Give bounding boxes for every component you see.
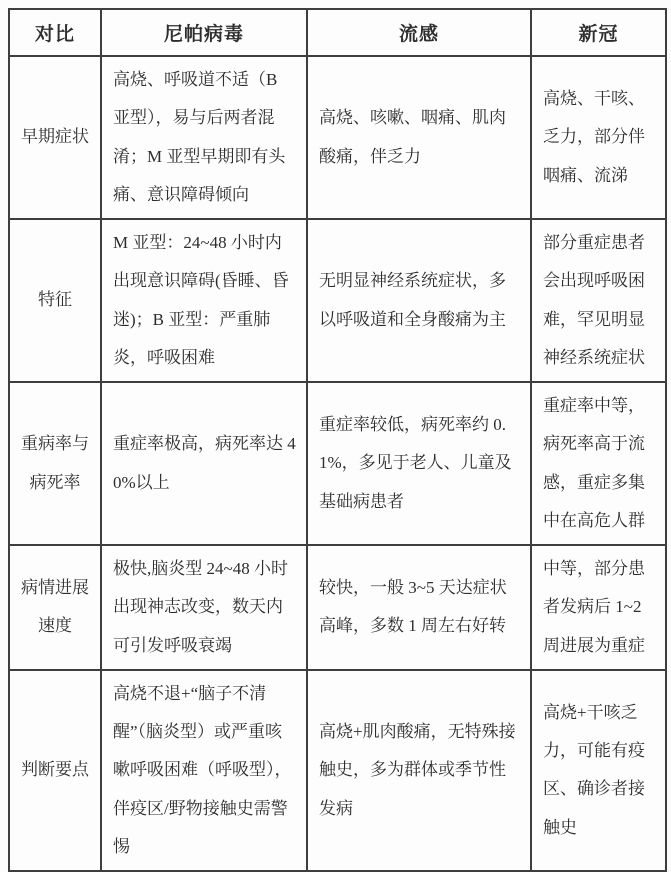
cell-severity-nipah: 重症率极高，病死率达 40%以上 (101, 382, 307, 545)
cell-judgment-flu: 高烧+肌肉酸痛，无特殊接触史，多为群体或季节性发病 (307, 670, 531, 871)
cell-early-symptoms-flu: 高烧、咳嗽、咽痛、肌肉酸痛，伴乏力 (307, 56, 531, 219)
cell-features-flu: 无明显神经系统症状，多以呼吸道和全身酸痛为主 (307, 219, 531, 382)
header-cell-compare: 对比 (9, 9, 101, 56)
cell-severity-covid: 重症率中等，病死率高于流感，重症多集中在高危人群 (531, 382, 666, 545)
cell-judgment-nipah: 高烧不退+“脑子不清醒”（脑炎型）或严重咳嗽呼吸困难（呼吸型），伴疫区/野物接触史需警惕 (101, 670, 307, 871)
cell-early-symptoms-covid: 高烧、干咳、乏力，部分伴咽痛、流涕 (531, 56, 666, 219)
table-row-features (9, 219, 666, 382)
header-row (9, 9, 666, 56)
virus-comparison-table (8, 8, 667, 872)
cell-early-symptoms-nipah: 高烧、呼吸道不适（B 亚型），易与后两者混淆；M 亚型早期即有头痛、意识障碍倾向 (101, 56, 307, 219)
header-cell-nipah: 尼帕病毒 (101, 9, 307, 56)
row-label-severity-fatality: 重病率与病死率 (9, 382, 101, 545)
table-row-judgment-points (9, 670, 666, 871)
table-row-severity-fatality (9, 382, 666, 545)
header-cell-flu: 流感 (307, 9, 531, 56)
row-label-features: 特征 (9, 219, 101, 382)
cell-severity-flu: 重症率较低，病死率约 0.1%，多见于老人、儿童及基础病患者 (307, 382, 531, 545)
cell-progression-nipah: 极快,脑炎型 24~48 小时出现神志改变，数天内可引发呼吸衰竭 (101, 545, 307, 670)
table-row-progression-speed (9, 545, 666, 670)
row-label-progression-speed: 病情进展速度 (9, 545, 101, 670)
cell-features-nipah: M 亚型：24~48 小时内出现意识障碍(昏睡、昏迷)；B 亚型：严重肺炎，呼吸困难 (101, 219, 307, 382)
row-label-early-symptoms: 早期症状 (9, 56, 101, 219)
cell-judgment-covid: 高烧+干咳乏力，可能有疫区、确诊者接触史 (531, 670, 666, 871)
header-cell-covid: 新冠 (531, 9, 666, 56)
row-label-judgment-points: 判断要点 (9, 670, 101, 871)
cell-progression-flu: 较快，一般 3~5 天达症状高峰，多数 1 周左右好转 (307, 545, 531, 670)
cell-progression-covid: 中等，部分患者发病后 1~2 周进展为重症 (531, 545, 666, 670)
cell-features-covid: 部分重症患者会出现呼吸困难，罕见明显神经系统症状 (531, 219, 666, 382)
table-row-early-symptoms (9, 56, 666, 219)
